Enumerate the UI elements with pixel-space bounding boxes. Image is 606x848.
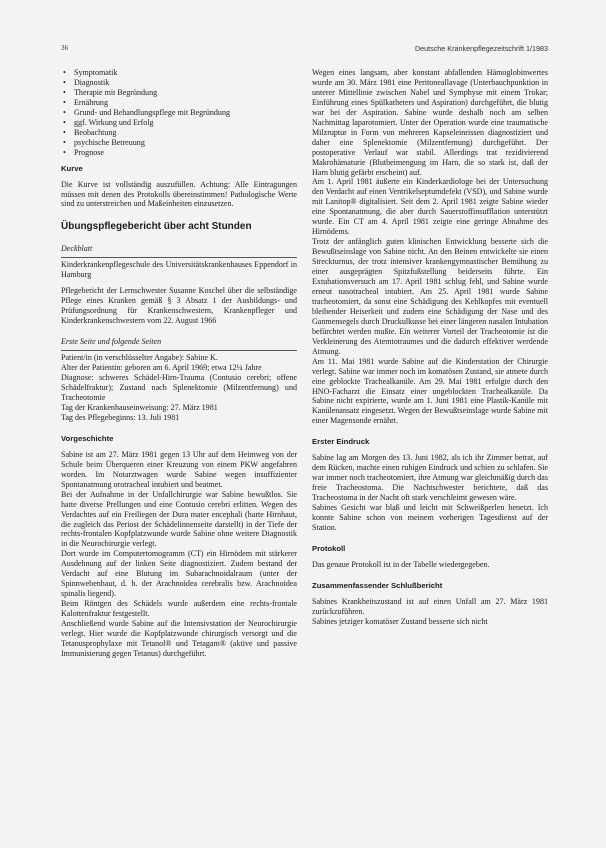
vorgeschichte-heading: Vorgeschichte <box>61 433 114 443</box>
deckblatt-heading: Deckblatt <box>61 244 93 254</box>
bullet-item: • Ernährung <box>61 98 297 108</box>
patient-data-line: Diagnose: schweres Schädel-Hirn-Trauma (Contusio cerebri; offene Schädelfraktur); Zustand nach Splenektomie (Milzentfernung) und Tracheotomie <box>61 373 297 402</box>
section-title: Übungspflegebericht über acht Stunden <box>61 221 252 233</box>
heading-rule <box>61 350 297 351</box>
schlussbericht-paragraph: Sabines jetziger komatöser Zustand besserte sich nicht <box>312 616 488 626</box>
history-paragraph: Wegen eines langsam, aber konstant abfallenden Hämoglobinwertes wurde am 30. März 1981 eine Peritoneallavage (Unterbauchpunktion in unterer Mittellinie zwischen Nabel und Symphyse mit einem Trokar; Einführung eines Spülkatheters und Aspiration) durchgeführt, die blutig war bei der Aspiration. Sabine wurde deshalb noch am selben Nachmittag laparotomiert. Unter der Operation wurde eine traumatische Milzruptur in Form von mehreren Kapseleinrissen diagnostiziert und daher eine Splenektomie (Milzentfernung) durchgeführt. Der postoperative Verlauf war stabil. Allerdings trat rezidivierend Makrohämaturie (Blutbeimengung im Harn, die so stark ist, daß der Harn blutig gefärbt erscheint) auf. <box>312 68 548 177</box>
bullet-item: • Diagnostik <box>61 78 297 88</box>
vorgeschichte-paragraph: Beim Röntgen des Schädels wurde außerdem eine rechts-frontale Kalottenfraktur festgestellt. <box>61 599 297 619</box>
patient-data-line: Tag des Pflegebeginns: 13. Juli 1981 <box>61 412 180 422</box>
schlussbericht-paragraph: Sabines Krankheitszustand ist auf einen Unfall am 27. März 1981 zurückzuführen. <box>312 596 548 616</box>
erste-seite-heading: Erste Seite und folgende Seiten <box>61 337 162 347</box>
history-paragraph: Am 11. Mai 1981 wurde Sabine auf die Kinderstation der Chirurgie verlegt. Sabine war immer noch im komatösen Zustand, sie atmete durch eine geblockte Trachealkanüle. Am 29. Mai 1981 erfolgte durch den HNO-Facharzt die Einsatz einer ungeblockten Trachealkanüle. Da Sabine nicht expirierte, wurde am 1. Juni 1981 eine Plastik-Kanüle mit Kanülenansatz eingesetzt. Wegen der Bewußtseinslage wurde Sabine mit einer Magensonde ernährt. <box>312 356 548 426</box>
kurve-paragraph: Die Kurve ist vollständig auszufüllen. Achtung: Alle Eintragungen müssen mit denen des Protokolls übereinstimmen! Pathologische Werte sind zu unterstreichen und Maßeinheiten einzusetzen. <box>61 179 297 209</box>
bullet-item: • Beobachtung <box>61 128 297 138</box>
protokoll-heading: Protokoll <box>312 543 346 553</box>
kurve-heading: Kurve <box>61 163 83 173</box>
left-column <box>61 68 297 659</box>
history-paragraph: Trotz der anfänglich guten klinischen Entwicklung besserte sich die Bewußtseinslage von Sabine nicht. An den Beinen entwickelte sie einen Streckturnus, der trotz intensiver krankengymnastischer Bemühung zu einer ausgeprägten Spitzfußstellung beiderseits führte. Ein Extubationsversuch am 17. April 1981 schlug fehl, und Sabine wurde erneut nasotracheal intubiert. Am 25. April 1981 wurde Sabine tracheotomiert, da sonst eine Schädigung des Kehlkopfes mit eventuell bleibender Heiserkeit und zudem eine Schädigung der Nase und des Ganmensegels durch Druckulkusse bei einer längeren nasalen Intubation befürchtet werden mußte. Ein weiterer Vorteil der Tracheotomie ist die Verkleinerung des Atemtotraumes und die dadurch effektiver werdende Atmung. <box>312 237 548 356</box>
patient-data-line: Patient/in (in verschlüsselter Angabe): Sabine K. <box>61 353 218 363</box>
deckblatt-paragraph: Kinderkrankenpflegeschule des Universitätskrankenhauses Eppendorf in Hamburg <box>61 260 297 280</box>
bullet-item: • Symptomatik <box>61 68 297 78</box>
bullet-item: • Prognose <box>61 148 297 158</box>
deckblatt-paragraph: Pflegebericht der Lernschwester Susanne Koschel über die selbständige Pflege eines Kranken gemäß § 3 Absatz 1 der Ausbildungs- und Prüfungsordnung für Krankenschwestern, Krankenpfleger und Kinderkrankenschwestern vom 22. August 1966 <box>61 286 297 326</box>
journal-title: Deutsche Krankenpflegezeitschrift 1/1983 <box>414 44 548 53</box>
erster-eindruck-paragraph: Sabines Gesicht war blaß und leicht mit Schweißperlen benetzt. Ich konnte Sabine schon von meinem vorherigen Tagesdienst auf der Station. <box>312 503 548 532</box>
erster-eindruck-heading: Erster Eindruck <box>312 437 370 447</box>
vorgeschichte-paragraph: Dort wurde im Computertomogramm (CT) ein Hirnödem mit stärkerer Ausdehnung auf der linken Seite diagnostiziert. Zudem bestand der Verdacht auf eine Blutung im Subarachnoidalraum (unter der Spinnwebenhaut, d. h. der Arachnoidea cerebralis bzw. Arachnoidea spinalis liegend). <box>61 549 297 599</box>
bullet-item: • ggf. Wirkung und Erfolg <box>61 118 297 128</box>
heading-rule <box>61 257 297 258</box>
right-column <box>312 68 548 627</box>
erster-eindruck-paragraph: Sabine lag am Morgen des 13. Juni 1982, als ich ihr Zimmer betrat, auf dem Rücken, machte einen ruhigen Eindruck und schien zu schlafen. Sie war immer noch tracheotomiert, ihre Atmung war gleichmäßig durch das freie Tracheostoma. Die Nachtschwester berichtete, daß das Tracheostoma in der Nacht oft stark verschleimt gewesen wäre. <box>312 453 548 503</box>
bullet-item: • psychische Betreuung <box>61 138 297 148</box>
bullet-item: • Therapie mit Begründung <box>61 88 297 98</box>
schlussbericht-heading: Zusammenfassender Schlußbericht <box>312 580 443 590</box>
history-paragraph: Am 1. April 1981 äußerte ein Kinderkardiologe bei der Untersuchung den Verdacht auf einen Ventrikelseptumdefekt (VSD), und Sabine wurde mit Lanitop® digitalisiert. Seit dem 2. April 1981 zeigte Sabine wieder eine Spontanatmung, die aber durch Sauerstoffinsufflation unterstützt wurde. Ein CT am 4. April 1981 zeigte eine geringe Abnahme des Hirnödems. <box>312 177 548 237</box>
page-number: 36 <box>61 44 69 52</box>
vorgeschichte-paragraph: Anschließend wurde Sabine auf die Intensivstation der Neurochirurgie verlegt. Hier wurde die Kopfplatzwunde chirurgisch versorgt und die Tetanusprophylaxe mit Tetanol® und Tetagam® (aktive und passive Immunisierung gegen Tetanus) durchgeführt. <box>61 619 297 658</box>
patient-data-line: Alter der Patientin: geboren am 6. April 1969; etwa 12¼ Jahre <box>61 363 262 373</box>
patient-data-line: Tag der Krankenhauseinweisung: 27. März 1981 <box>61 402 218 412</box>
vorgeschichte-paragraph: Bei der Aufnahme in der Unfallchirurgie war Sabine bewußtlos. Sie hatte diverse Prellungen und eine Contusio cerebri erlitten. Wegen des Verdachtes auf ein Freiliegen der Dura mater encephali (harte Hirnhaut, die zugleich das Periost der Schädelinnenseite darstellt) in der Tiefe der rechts-frontalen Kopfplatzwunde wurde Sabine ohne weitere Diagnostik in die Neurochirurgie verlegt. <box>61 489 297 549</box>
vorgeschichte-paragraph: Sabine ist am 27. März 1981 gegen 13 Uhr auf dem Heimweg von der Schule beim Überqueren einer Kreuzung von einem PKW angefahren worden. Im Notarztwagen wurde Sabine wegen insuffizienter Spontanatmung orotracheal intubiert und beatmet. <box>61 449 297 489</box>
topic-bullet-list <box>61 68 297 158</box>
protokoll-paragraph: Das genaue Protokoll ist in der Tabelle wiedergegeben. <box>312 559 490 569</box>
bullet-item: • Grund- und Behandlungspflege mit Begründung <box>61 108 297 118</box>
